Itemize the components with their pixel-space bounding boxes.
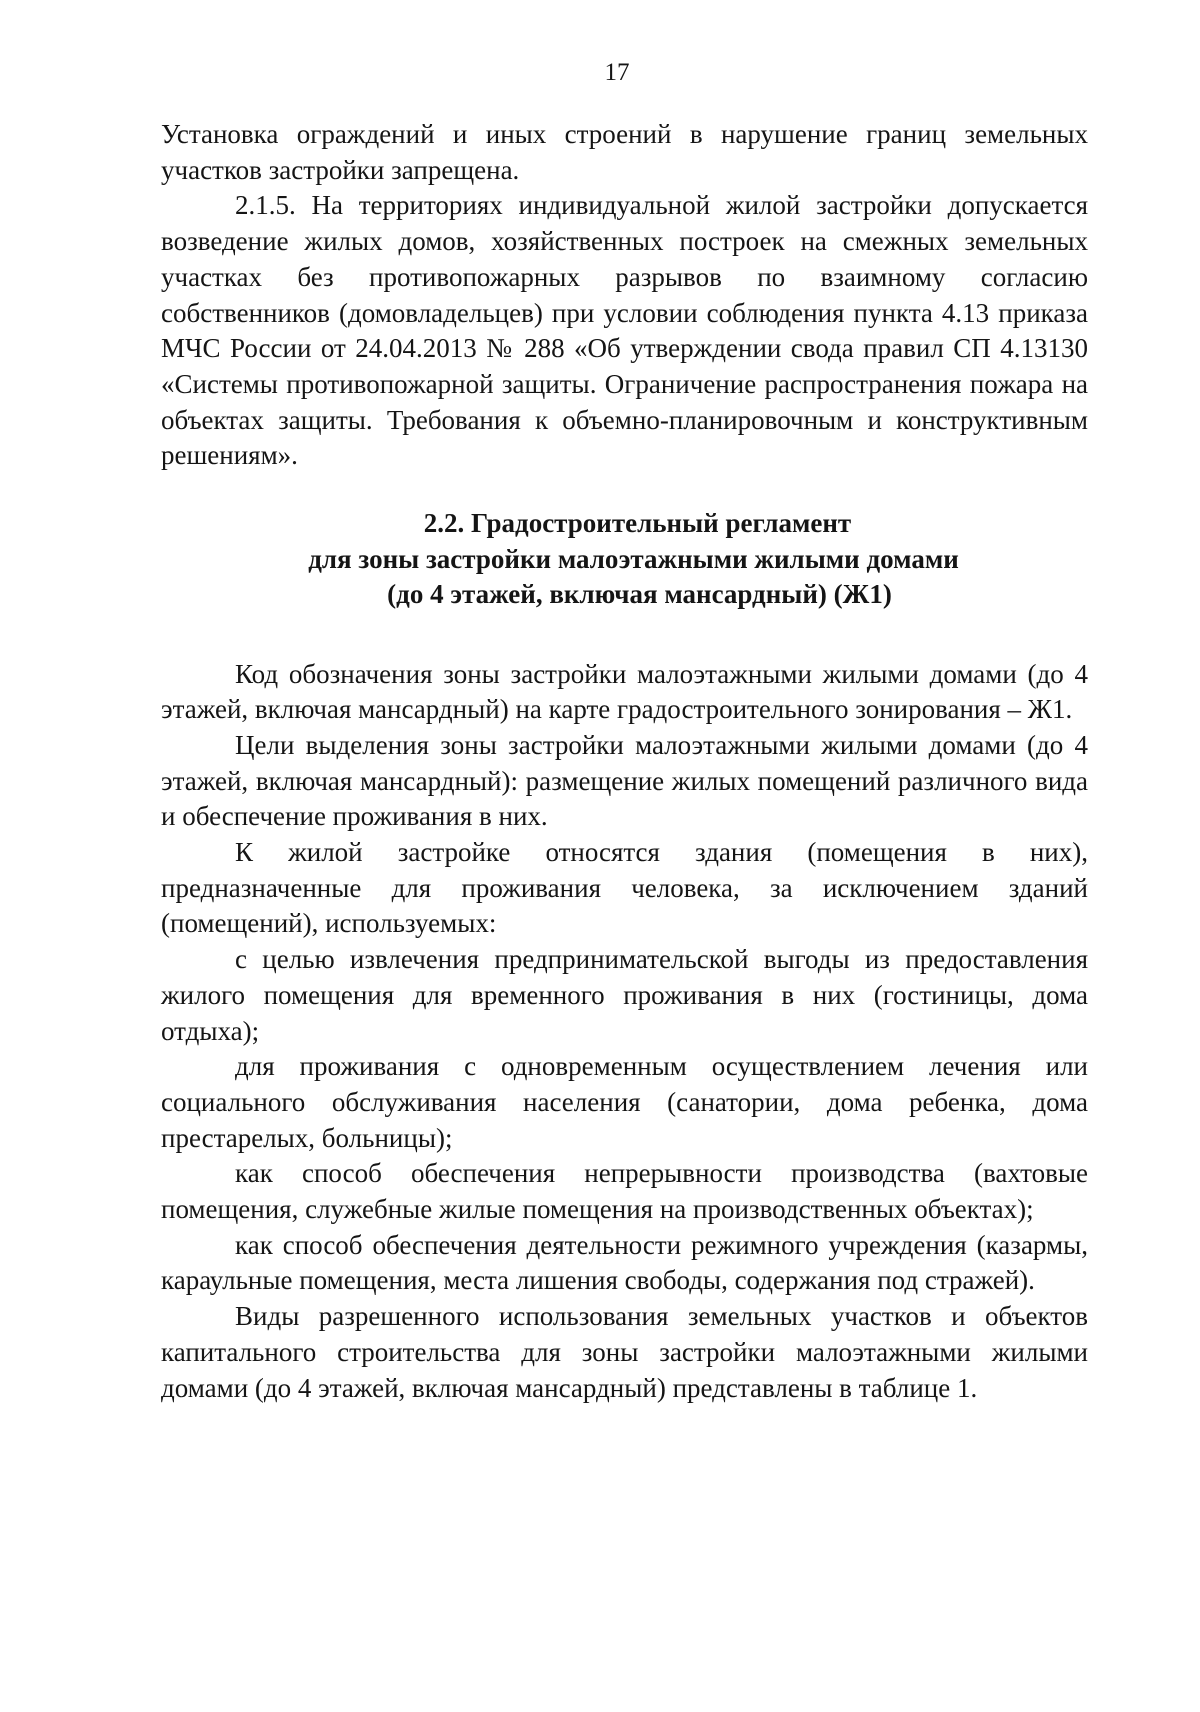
section-heading-line-3: (до 4 этажей, включая мансардный) (Ж1) xyxy=(387,579,892,610)
paragraph-clause-2-1-5: 2.1.5. На территориях индивидуальной жилой застройки допускается возведение жилых домов, хозяйственных построек на смежных земельных участках без противопожарных разрывов по взаимному согласию собственников (домовладельцев) при условии соблюдения пункта 4.13 приказа МЧС России от 24.04.2013 № 288 «Об утверждении свода правил СП 4.13130 «Системы противопожарной защиты. Ограничение распространения пожара на объектах защиты. Требования к объемно-планировочным и конструктивным решениям». xyxy=(161,190,1088,471)
paragraph-table-reference: Виды разрешенного использования земельных участков и объектов капитального строительства для зоны застройки малоэтажными жилыми домами (до 4 этажей, включая мансардный) представлены в таблице 1. xyxy=(161,1301,1088,1403)
list-item-institution-use: как способ обеспечения деятельности режимного учреждения (казармы, караульные помещения, места лишения свободы, содержания под стражей). xyxy=(161,1229,1088,1296)
section-heading-line-1: 2.2. Градостроительный регламент xyxy=(423,508,852,539)
document-body xyxy=(161,117,1088,1406)
paragraph-zone-code: Код обозначения зоны застройки малоэтажными жилыми домами (до 4 этажей, включая мансардный) на карте градостроительного зонирования – Ж1. xyxy=(161,658,1088,725)
list-item-treatment-use: для проживания с одновременным осуществлением лечения или социального обслуживания населения (санатории, дома ребенка, дома престарелых, больницы); xyxy=(161,1051,1088,1153)
list-item-commercial-use: с целью извлечения предпринимательской выгоды из предоставления жилого помещения для временного проживания в них (гостиницы, дома отдыха); xyxy=(161,944,1088,1046)
paragraph-fence-rule: Установка ограждений и иных строений в нарушение границ земельных участков застройки запрещена. xyxy=(161,119,1088,185)
paragraph-residential-definition: К жилой застройке относятся здания (помещения в них), предназначенные для проживания человека, за исключением зданий (помещений), используемых: xyxy=(161,837,1088,939)
list-item-production-use: как способ обеспечения непрерывности производства (вахтовые помещения, служебные жилые помещения на производственных объектах); xyxy=(161,1158,1088,1225)
page-number: 17 xyxy=(604,59,630,86)
section-heading-line-2: для зоны застройки малоэтажными жилыми домами xyxy=(308,543,959,574)
paragraph-zone-purpose: Цели выделения зоны застройки малоэтажными жилыми домами (до 4 этажей, включая мансардный): размещение жилых помещений различного вида и обеспечение проживания в них. xyxy=(161,729,1088,832)
section-heading xyxy=(161,506,1088,613)
